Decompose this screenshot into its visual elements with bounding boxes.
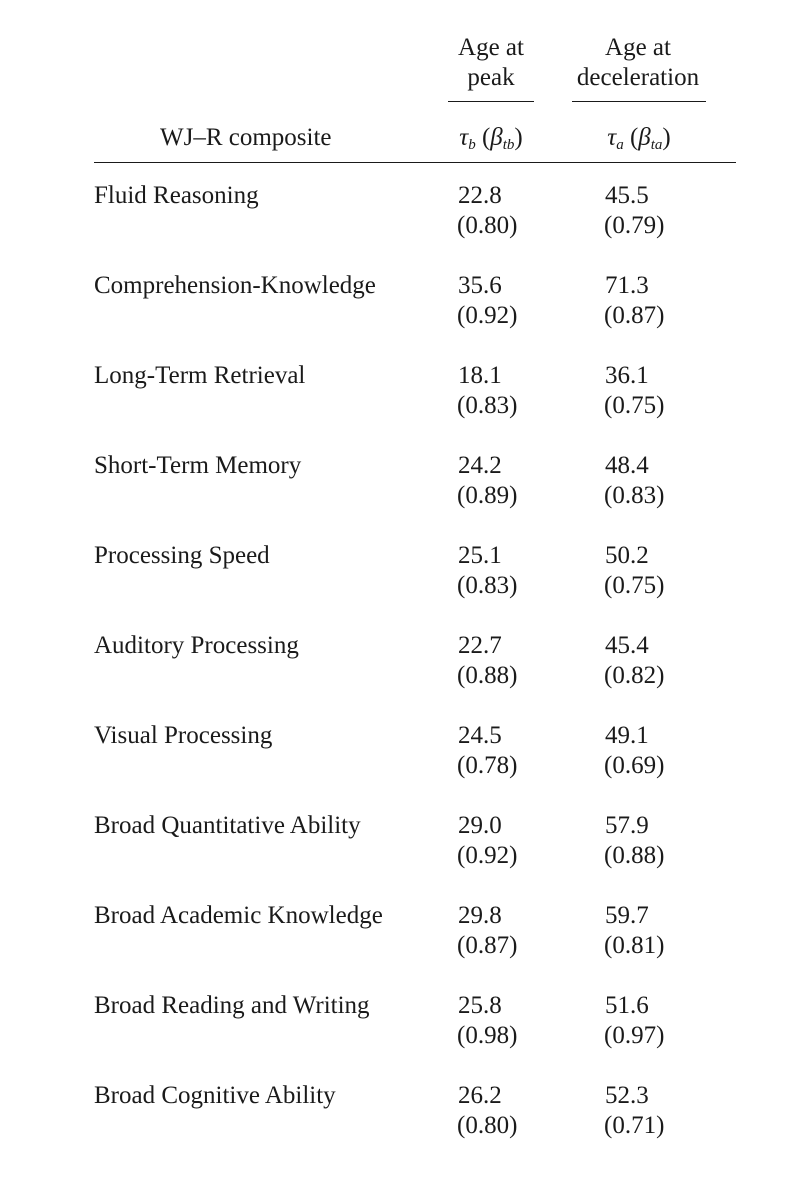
peak-age: 26.2	[458, 1082, 502, 1109]
deceleration-value-cell	[605, 451, 664, 511]
deceleration-age: 36.1	[605, 362, 649, 389]
peak-value-cell	[458, 721, 517, 781]
deceleration-age: 50.2	[605, 542, 649, 569]
deceleration-beta: (0.82)	[604, 662, 665, 689]
peak-beta: (0.98)	[457, 1022, 518, 1049]
deceleration-age: 57.9	[605, 812, 649, 839]
group-header-deceleration	[568, 33, 708, 93]
group-header-deceleration-line-1: Age at	[605, 34, 671, 61]
deceleration-value-cell	[605, 181, 664, 241]
table-row	[94, 541, 736, 631]
group-header-peak-line-2: peak	[467, 64, 515, 91]
deceleration-age: 51.6	[605, 992, 649, 1019]
deceleration-beta: (0.75)	[604, 392, 665, 419]
data-table	[94, 0, 736, 1200]
deceleration-value-cell	[605, 811, 664, 871]
deceleration-beta: (0.97)	[604, 1022, 665, 1049]
peak-beta: (0.88)	[457, 662, 518, 689]
deceleration-age: 71.3	[605, 272, 649, 299]
group-rule-deceleration	[572, 101, 706, 102]
deceleration-value-cell	[605, 1081, 664, 1141]
row-label: Broad Quantitative Ability	[94, 812, 361, 839]
peak-value-cell	[458, 811, 517, 871]
deceleration-beta: (0.88)	[604, 842, 665, 869]
table-row	[94, 451, 736, 541]
table-row	[94, 361, 736, 451]
row-label: Fluid Reasoning	[94, 182, 259, 209]
table-row	[94, 811, 736, 901]
peak-age: 22.7	[458, 632, 502, 659]
table-row	[94, 901, 736, 991]
peak-value-cell	[458, 271, 517, 331]
peak-age: 25.1	[458, 542, 502, 569]
peak-beta: (0.83)	[457, 572, 518, 599]
peak-value-cell	[458, 991, 517, 1051]
row-label: Auditory Processing	[94, 632, 299, 659]
tau-a-symbol: τ	[607, 124, 617, 151]
deceleration-value-cell	[605, 991, 664, 1051]
peak-age: 25.8	[458, 992, 502, 1019]
beta-tb-subscript: tb	[502, 137, 515, 153]
peak-age: 29.0	[458, 812, 502, 839]
row-label: Comprehension-Knowledge	[94, 272, 376, 299]
peak-value-cell	[458, 901, 517, 961]
peak-beta: (0.83)	[457, 392, 518, 419]
tau-a-subscript: a	[616, 137, 624, 153]
table-row	[94, 1081, 736, 1171]
peak-age: 35.6	[458, 272, 502, 299]
group-header-peak	[448, 33, 534, 93]
peak-beta: (0.92)	[457, 302, 518, 329]
deceleration-value-cell	[605, 541, 664, 601]
row-label: Visual Processing	[94, 722, 273, 749]
row-label: Broad Reading and Writing	[94, 992, 370, 1019]
deceleration-value-cell	[605, 901, 664, 961]
row-label: Short-Term Memory	[94, 452, 302, 479]
deceleration-beta: (0.75)	[604, 572, 665, 599]
column-header-tau-b: $\tau_b$ $(\beta_{tb})$	[459, 124, 523, 153]
header-rule	[94, 162, 736, 163]
peak-beta: (0.80)	[457, 212, 518, 239]
deceleration-value-cell	[605, 361, 664, 421]
peak-value-cell	[458, 1081, 517, 1141]
deceleration-value-cell	[605, 631, 664, 691]
deceleration-age: 49.1	[605, 722, 649, 749]
deceleration-value-cell	[605, 271, 664, 331]
group-rule-peak	[448, 101, 534, 102]
deceleration-age: 48.4	[605, 452, 649, 479]
deceleration-beta: (0.83)	[604, 482, 665, 509]
tau-b-symbol: τ	[459, 124, 469, 151]
peak-value-cell	[458, 451, 517, 511]
group-header-peak-line-1: Age at	[458, 34, 524, 61]
deceleration-beta: (0.69)	[604, 752, 665, 779]
group-header-deceleration-line-2: deceleration	[576, 64, 700, 91]
column-header-composite: WJ–R composite	[160, 124, 332, 151]
beta-ta-symbol: β	[638, 124, 651, 151]
peak-beta: (0.78)	[457, 752, 518, 779]
tau-b-subscript: b	[468, 137, 476, 153]
table-row	[94, 181, 736, 271]
peak-age: 24.2	[458, 452, 502, 479]
deceleration-age: 59.7	[605, 902, 649, 929]
peak-value-cell	[458, 361, 517, 421]
peak-age: 18.1	[458, 362, 502, 389]
table-row	[94, 721, 736, 811]
deceleration-age: 45.5	[605, 182, 649, 209]
peak-value-cell	[458, 631, 517, 691]
deceleration-beta: (0.87)	[604, 302, 665, 329]
deceleration-beta: (0.79)	[604, 212, 665, 239]
row-label: Processing Speed	[94, 542, 270, 569]
row-label: Broad Cognitive Ability	[94, 1082, 336, 1109]
deceleration-beta: (0.81)	[604, 932, 665, 959]
peak-beta: (0.89)	[457, 482, 518, 509]
table-row	[94, 631, 736, 721]
peak-age: 22.8	[458, 182, 502, 209]
deceleration-age: 52.3	[605, 1082, 649, 1109]
beta-tb-symbol: β	[490, 124, 503, 151]
table-body	[94, 181, 736, 1171]
column-header-tau-a: $\tau_a$ $(\beta_{ta})$	[607, 124, 671, 153]
peak-age: 24.5	[458, 722, 502, 749]
deceleration-beta: (0.71)	[604, 1112, 665, 1139]
peak-value-cell	[458, 181, 517, 241]
table-row	[94, 991, 736, 1081]
peak-beta: (0.80)	[457, 1112, 518, 1139]
peak-beta: (0.87)	[457, 932, 518, 959]
peak-beta: (0.92)	[457, 842, 518, 869]
peak-value-cell	[458, 541, 517, 601]
row-label: Long-Term Retrieval	[94, 362, 306, 389]
beta-ta-subscript: ta	[650, 137, 663, 153]
table-row	[94, 271, 736, 361]
deceleration-age: 45.4	[605, 632, 649, 659]
peak-age: 29.8	[458, 902, 502, 929]
deceleration-value-cell	[605, 721, 664, 781]
row-label: Broad Academic Knowledge	[94, 902, 383, 929]
